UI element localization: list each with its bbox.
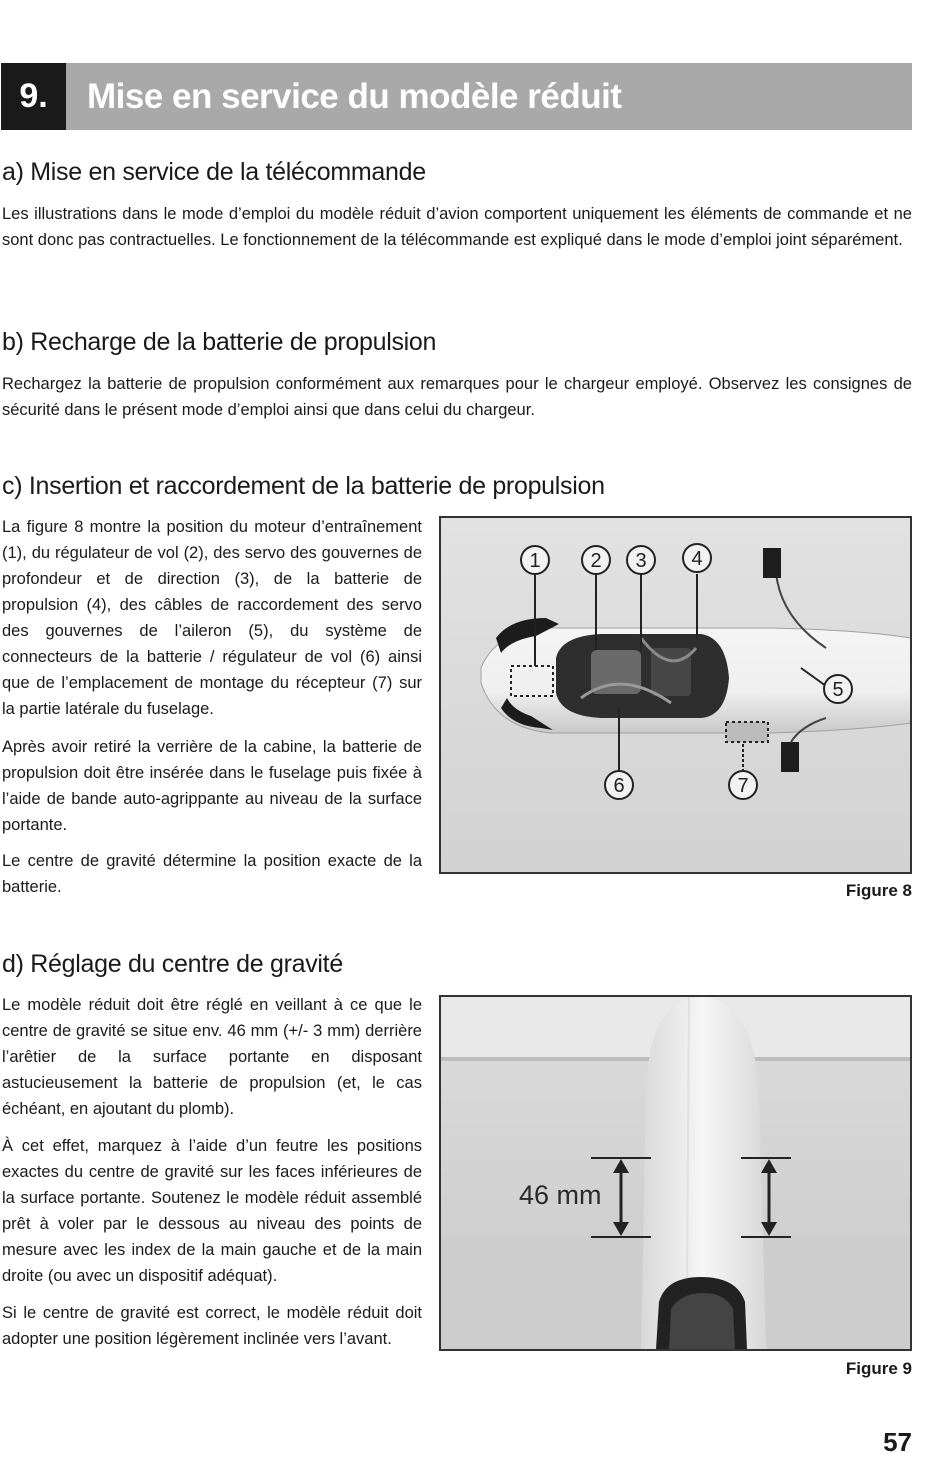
callout-5: 5 [832,679,844,701]
section-c-paragraph-1: La figure 8 montre la position du moteur d’entraînement (1), du régulateur de vol (2), des servo des gouvernes de profondeur et de direction (3), de la batterie de propulsion (4), des câbles de raccordement des servo des gouvernes de l’aileron (5), du système de connecteurs de la batterie / régulateur de vol (6) ainsi que de l’emplacement de montage du récepteur (7) sur la partie latérale du fuselage. [2,518,422,718]
callout-2: 2 [590,550,602,572]
section-b-text: Rechargez la batterie de propulsion conformément aux remarques pour le chargeur employé. Observez les consignes de sécurité dans le présent mode d’emploi ainsi que dans celui du chargeur. [2,375,912,419]
figure-8-drawing [441,518,910,872]
figure-9-image [439,995,912,1351]
figure-8-caption: Figure 8 [845,881,912,900]
figure-9-drawing [441,997,910,1349]
section-b-heading: b) Recharge de la batterie de propulsion [2,328,437,356]
section-d-heading: d) Réglage du centre de gravité [2,950,343,978]
chapter-number: 9. [1,63,66,130]
callout-6: 6 [613,775,625,797]
callout-1: 1 [529,550,541,572]
chapter-title: Mise en service du modèle réduit [87,77,622,116]
section-c-paragraph-2: Après avoir retiré la verrière de la cabine, la batterie de propulsion doit être insérée dans le fuselage puis fixée à l’aide de bande auto-agrippante au niveau de la surface portante. [2,738,422,834]
section-c-paragraph-3: Le centre de gravité détermine la position exacte de la batterie. [2,852,422,896]
figure-9-caption: Figure 9 [845,1359,912,1378]
section-a-text: Les illustrations dans le mode d’emploi du modèle réduit d’avion comportent uniquement les éléments de commande et ne sont donc pas contractuelles. Le fonctionnement de la télécommande est expliqué dans le mode d’emploi joint séparément. [2,205,912,249]
section-c-heading: c) Insertion et raccordement de la batterie de propulsion [2,472,605,500]
section-a-heading: a) Mise en service de la télécommande [2,158,426,186]
figure-9-measurement-label: 46 mm [519,1180,602,1210]
figure-8-image [439,516,912,874]
section-d-paragraph-3: Si le centre de gravité est correct, le modèle réduit doit adopter une position légèrement inclinée vers l’avant. [2,1304,422,1348]
callout-3: 3 [635,550,647,572]
chapter-header [1,63,912,130]
callout-4: 4 [691,548,703,570]
section-d-paragraph-1: Le modèle réduit doit être réglé en veillant à ce que le centre de gravité se situe env. 46 mm (+/- 3 mm) derrière l’arêtier de la surface portante en disposant astucieusement la batterie de propulsion (et, le cas échéant, en ajoutant du plomb). [2,996,422,1118]
section-d-paragraph-2: À cet effet, marquez à l’aide d’un feutre les positions exactes du centre de gravité sur les faces inférieures de la surface portante. Soutenez le modèle réduit assemblé prêt à voler par le dessous au niveau des points de mesure avec les index de la main gauche et de la main droite (ou avec un dispositif adéquat). [2,1137,422,1285]
page-number: 57 [883,1427,912,1457]
callout-7: 7 [737,775,749,797]
